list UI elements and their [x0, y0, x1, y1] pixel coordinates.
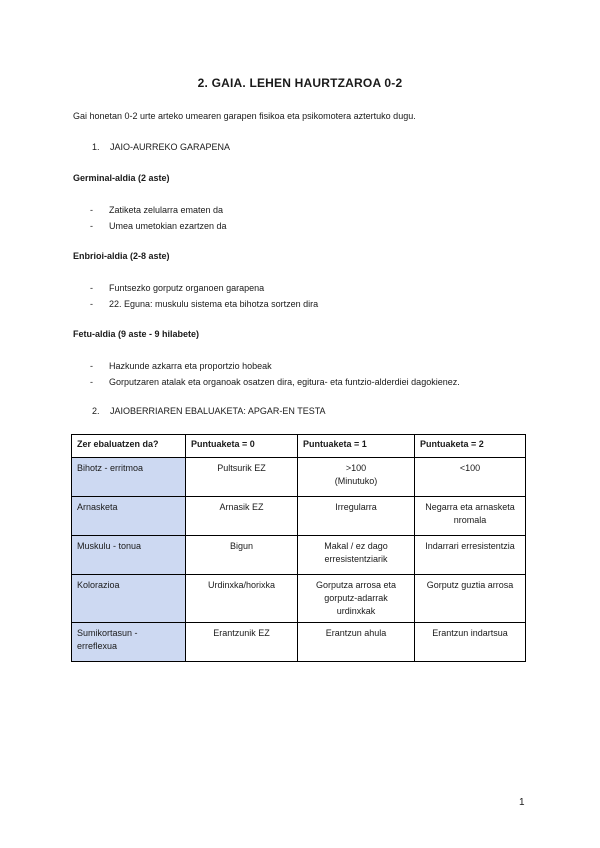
table-cell: Negarra eta arnasketa nromala	[415, 497, 526, 536]
list-item: - Umea umetokian ezartzen da	[90, 221, 227, 231]
table-row	[72, 536, 526, 575]
table-cell: Makal / ez dago erresistentziarik	[298, 536, 415, 575]
intro-paragraph: Gai honetan 0-2 urte arteko umearen garapen fisikoa eta psikomotera aztertuko dugu.	[73, 111, 416, 121]
table-cell: Erantzun indartsua	[415, 623, 526, 662]
row-label-cell: Bihotz - erritmoa	[72, 458, 186, 497]
list-item: - Gorputzaren atalak eta organoak osatzen dira, egitura- eta funtzio-alderdiei dagokienez.	[90, 377, 460, 387]
section-2-heading	[92, 406, 326, 416]
list-item: - Zatiketa zelularra ematen da	[90, 205, 224, 215]
table-cell: Urdinxka/horixka	[186, 575, 298, 623]
table-cell: Arnasik EZ	[186, 497, 298, 536]
table-cell: Erantzunik EZ	[186, 623, 298, 662]
table-cell: Pultsurik EZ	[186, 458, 298, 497]
table-row	[72, 575, 526, 623]
header-cell: Zer ebaluatzen da?	[72, 435, 186, 458]
section-2-number: 2.	[92, 406, 100, 416]
enbrioi-list	[90, 282, 318, 314]
row-label-cell: Muskulu - tonua	[72, 536, 186, 575]
section-2-label: JAIOBERRIAREN EBALUAKETA: APGAR-EN TESTA	[110, 406, 326, 416]
section-1-heading	[92, 142, 230, 152]
germinal-heading: Germinal-aldia (2 aste)	[73, 173, 170, 183]
section-1-label: JAIO-AURREKO GARAPENA	[110, 142, 231, 152]
table-row	[72, 458, 526, 497]
page-title: 2. GAIA. LEHEN HAURTZAROA 0-2	[197, 76, 403, 90]
section-1-number: 1.	[92, 142, 100, 152]
page-number: 1	[519, 797, 525, 808]
header-cell: Puntuaketa = 2	[415, 435, 526, 458]
table-cell: Gorputz guztia arrosa	[415, 575, 526, 623]
table-cell: <100	[415, 458, 526, 497]
table-cell: Erantzun ahula	[298, 623, 415, 662]
enbrioi-heading: Enbrioi-aldia (2-8 aste)	[73, 251, 170, 261]
table-cell: Indarrari erresistentzia	[415, 536, 526, 575]
list-item: - Funtsezko gorputz organoen garapena	[90, 283, 265, 293]
row-label-cell: Kolorazioa	[72, 575, 186, 623]
table-cell: Irregularra	[298, 497, 415, 536]
table-row	[72, 497, 526, 536]
row-label-cell: Arnasketa	[72, 497, 186, 536]
table-header-row	[72, 435, 526, 458]
table-cell: Gorputza arrosa eta gorputz-adarrak urdinxkak	[298, 575, 415, 623]
header-cell: Puntuaketa = 0	[186, 435, 298, 458]
header-cell: Puntuaketa = 1	[298, 435, 415, 458]
row-label-cell: Sumikortasun - erreflexua	[72, 623, 186, 662]
table-cell: Bigun	[186, 536, 298, 575]
fetu-heading: Fetu-aldia (9 aste - 9 hilabete)	[73, 329, 200, 339]
list-item: - 22. Eguna: muskulu sistema eta bihotza sortzen dira	[90, 299, 319, 309]
apgar-table	[71, 434, 526, 662]
list-item: - Hazkunde azkarra eta proportzio hobeak	[90, 361, 272, 371]
table-cell: >100 (Minutuko)	[298, 458, 415, 497]
germinal-list	[90, 204, 227, 236]
table-row	[72, 623, 526, 662]
fetu-list	[90, 360, 460, 392]
